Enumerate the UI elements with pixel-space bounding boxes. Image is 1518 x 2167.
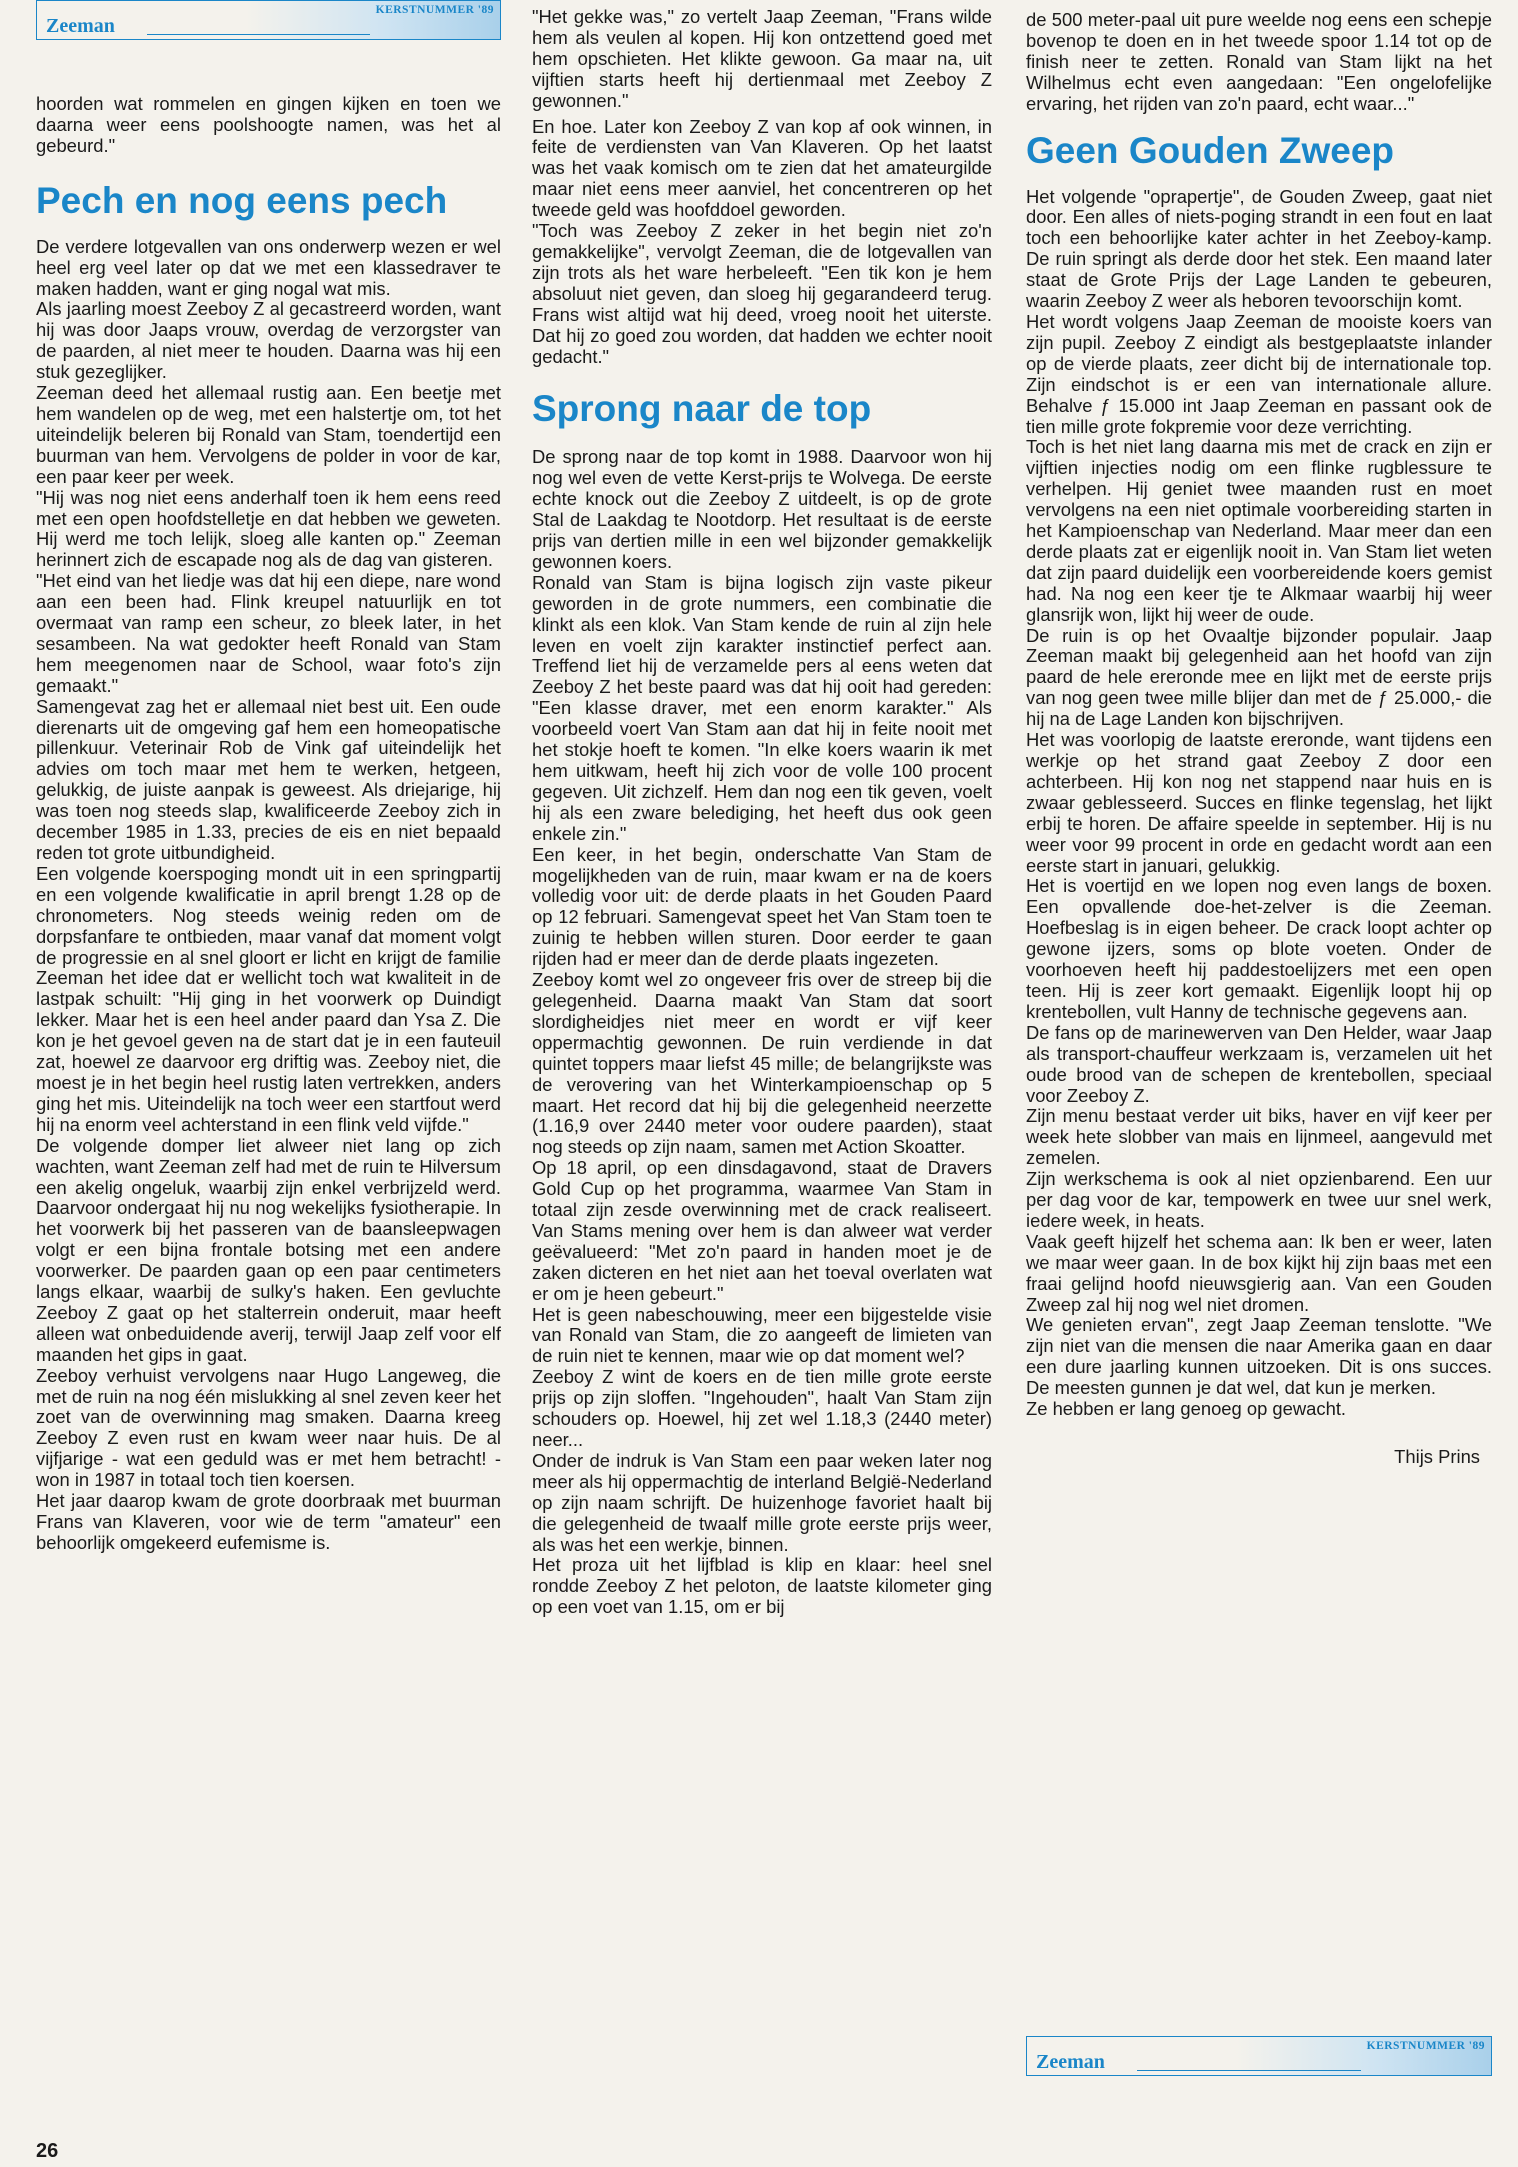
- paragraph: Samengevat zag het er allemaal niet best uit. Een oude dierenarts uit de omgeving gaf hem een homeopatische pillenkuur. Veterinair Rob de Vink gaf uiteindelijk het advies om toch maar met hem te werken, hetgeen, gelukkig, de juiste aanpak is geweest. Als driejarige, hij was toen nog steeds slap, kwalificeerde Zeeboy zich in december 1985 in 1.33, precies de eis en niet bepaald reden tot grote uitbundigheid.: [36, 695, 501, 863]
- paragraph: de 500 meter-paal uit pure weelde nog eens een schepje bovenop te doen en in het tweede spoor 1.14 tot op de finish neer te zetten. Ronald van Stam lijkt na het Wilhelmus echt even aangedaan: "Een ongelofelijke ervaring, het rijden van zo'n paard, echt waar...": [1026, 9, 1492, 114]
- issue-header-tag: [36, 0, 501, 40]
- paragraph: "Het gekke was," zo vertelt Jaap Zeeman, "Frans wilde hem als veulen al kopen. Hij kon ontzettend goed met hem opschieten. Het klikte gewoon. Ga maar na, uit vijftien starts heeft hij dertienmaal met Zeeboy Z gewonnen.": [532, 6, 992, 111]
- paragraph: Zeeboy komt wel zo ongeveer fris over de streep bij die gelegenheid. Daarna maakt Van Stam dat soort slordigheidjes niet meer en wordt er vijf keer oppermachtig gewonnen. De ruin verdiende in dat quintet toppers maar liefst 45 mille; de belangrijkste was de verovering van het Winterkampioenschap op 5 maart. Het record dat hij bij die gelegenheid neerzette (1.16,9 over 2440 meter voor oudere paarden), staat nog steeds op zijn naam, samen met Action Skoatter.: [532, 969, 992, 1158]
- paragraph: "Hij was nog niet eens anderhalf toen ik hem eens reed met een open hoofdstelletje en dat hebben we geweten. Hij werd me toch lelijk, sloeg alle kanten op." Zeeman herinnert zich de escapade nog als de dag van gisteren.: [36, 486, 501, 571]
- paragraph: Zijn menu bestaat verder uit biks, haver en vijf keer per week hete slobber van mais en lijnmeel, aangevuld met zemelen.: [1026, 1105, 1492, 1169]
- paragraph: Zeeman deed het allemaal rustig aan. Een beetje met hem wandelen op de weg, met een halstertje om, tot het uiteindelijk beleren bij Ronald van Stam, toendertijd een buurman van hem. Vervolgens de polder in voor de kar, een paar keer per week.: [36, 382, 501, 487]
- footer-tag-wrapper: [1026, 2036, 1492, 2076]
- paragraph: Zeeboy Z wint de koers en de tien mille grote eerste prijs op zijn sloffen. "Ingehouden", haalt Van Stam zijn schouders op. Hoewel, hij zet wel 1.18,3 (2440 meter) neer...: [532, 1366, 992, 1450]
- paragraph: Als jaarling moest Zeeboy Z al gecastreerd worden, want hij was door Jaaps vrouw, overdag de verzorgster van de paarden, al niet meer te houden. Daarna was hij een stuk gezeglijker.: [36, 298, 501, 383]
- column-1: [36, 0, 501, 2120]
- section-name: Zeeman: [46, 15, 115, 37]
- section-name: Zeeman: [1036, 2051, 1105, 2073]
- issue-label: KERSTNUMMER '89: [375, 4, 494, 16]
- byline: Thijs Prins: [1394, 1446, 1480, 1467]
- footer-rule: [1137, 2070, 1361, 2071]
- paragraph: We genieten ervan", zegt Jaap Zeeman tenslotte. "We zijn niet van die mensen die naar Amerika gaan en daar een dure jaarling kunnen uitzoeken. Dit is ons succes. De meesten gunnen je dat wel, dat kun je merken.: [1026, 1314, 1492, 1399]
- paragraph: Op 18 april, op een dinsdagavond, staat de Dravers Gold Cup op het programma, waarmee Van Stam in totaal zijn zesde overwinning met de crack realiseert. Van Stams mening over hem is dan alweer wat verder geëvalueerd: "Met zo'n paard in handen moet je de zaken dicteren en het niet aan het toeval overlaten wat er om je heen gebeurt.": [532, 1157, 992, 1304]
- paragraph: De volgende domper liet alweer niet lang op zich wachten, want Zeeman zelf had met de ruin te Hilversum een akelig ongeluk, waarbij zijn enkel verbrijzeld werd. Daarvoor ondergaat hij nu nog wekelijks fysiotherapie. In het voorwerk bij het passeren van de baansleepwagen volgt er een bijna frontale botsing met een andere voorwerker. De paarden gaan op een paar centimeters langs elkaar, waarbij de sulky's haken. Een gevluchte Zeeboy Z gaat op het stalterrein onderuit, maar heeft alleen wat onbeduidende averij, terwijl Jaap zelf voor elf maanden het gips in gaat.: [36, 1134, 501, 1365]
- paragraph: "Het eind van het liedje was dat hij een diepe, nare wond aan een been had. Flink kreupel natuurlijk en tot overmaat van ramp een scheur, zo bleek later, in het sesambeen. Na wat gedokter heeft Ronald van Stam hem meegenomen naar de School, waar foto's zijn gemaakt.": [36, 570, 501, 696]
- section-heading: Geen Gouden Zweep: [1026, 129, 1394, 171]
- paragraph: Vaak geeft hijzelf het schema aan: Ik ben er weer, laten we maar weer gaan. In de box kijkt hij zijn baas met een fraai gelijnd hoofd nieuwsgierig aan. Van een Gouden Zweep zal hij nog wel niet dromen.: [1026, 1230, 1492, 1315]
- paragraph: De fans op de marinewerven van Den Helder, waar Jaap als transport-chauffeur werkzaam is, verzamelen uit het oude brood van de schepen de krentebollen, speciaal voor Zeeboy Z.: [1026, 1021, 1492, 1106]
- paragraph: Ze hebben er lang genoeg op gewacht.: [1026, 1398, 1347, 1420]
- paragraph: De verdere lotgevallen van ons onderwerp wezen er wel heel erg veel later op dat we met een klassedraver te maken hadden, want er ging nogal wat mis.: [36, 235, 501, 299]
- paragraph: De ruin is op het Ovaaltje bijzonder populair. Jaap Zeeman maakt bij gelegenheid aan het hoofd van zijn paard de hele ereronde mee en lijkt met de eerste prijs van nog geen twee mille blijer dan met de ƒ 25.000,- die hij na de Lage Landen kon bijschrijven.: [1026, 624, 1492, 730]
- paragraph: Zeeboy verhuist vervolgens naar Hugo Langeweg, die met de ruin na nog één mislukking al snel zeven keer het zoet van de overwinning mag smaken. Daarna kreeg Zeeboy Z even rust en kwam weer naar huis. De al vijfjarige - wat een geduld was er met hem betracht! - won in 1987 in totaal toch tien koersen.: [36, 1364, 501, 1491]
- paragraph: Het proza uit het lijfblad is klip en klaar: heel snel rondde Zeeboy Z het peloton, de laatste kilometer ging op een voet van 1.15, om er bij: [532, 1554, 992, 1618]
- column-2: [532, 0, 992, 2120]
- page-number: 26: [36, 2140, 59, 2162]
- column-2-text: [532, 7, 992, 1618]
- issue-footer-tag: [1026, 2036, 1492, 2076]
- paragraph: Het was voorlopig de laatste ereronde, want tijdens een werkje op het strand gaat Zeeboy Z door een achterbeen. Hij kon nog net stappend naar huis en is zwaar geblesseerd. Succes en flinke tegenslag, het lijkt erbij te horen. De affaire speelde in september. Hij is nu weer voor 99 procent in orde en gedacht wordt aan een eerste start in januari, gelukkig.: [1026, 729, 1492, 876]
- paragraph: Het is voertijd en we lopen nog even langs de boxen. Een opvallende doe-het-zelver is die Zeeman. Hoefbeslag is in eigen beheer. De crack loopt achter op gewone ijzers, soms op blote voeten. Onder de voorhoeven heeft hij paddestoelijzers met een open teen. Hij is zeer kort gemaakt. Eigenlijk loopt hij op krentebollen, vult Hanny de technische gegevens aan.: [1026, 875, 1492, 1022]
- paragraph: Een volgende koerspoging mondt uit in een springpartij en een volgende kwalificatie in april brengt 1.28 op de chronometers. Nog steeds weinig reden om de dorpsfanfare te ontbieden, maar vanaf dat moment volgt de progressie en al snel gloort er licht en krijgt de familie Zeeman het idee dat er wellicht toch wat kwaliteit in de lastpak schuilt: "Hij ging in het voorwerk op Duindigt lekker. Maar het is een heel ander paard dan Ysa Z. Die kon je het gevoel geven na de start dat je in een fauteuil zat, hoewel ze daarvoor erg driftig was. Zeeboy niet, die moest je in het begin heel rustig laten vertrekken, anders ging het mis. Uiteindelijk na toch weer een startfout werd hij na enorm veel achterstand in een flink veld vijfde.": [36, 862, 501, 1135]
- section-heading: Pech en nog eens pech: [36, 179, 448, 221]
- paragraph: De sprong naar de top komt in 1988. Daarvoor won hij nog wel even de vette Kerst-prijs te Wolvega. De eerste echte knock out die Zeeboy Z uitdeelt, is op de grote Stal de Laakdag te Nootdorp. Het resultaat is de eerste prijs van dertien mille in een wel bijzonder gemakkelijk gewonnen koers.: [532, 446, 992, 572]
- paragraph: Onder de indruk is Van Stam een paar weken later nog meer als hij oppermachtig de interland België-Nederland op zijn naam schrijft. De huizenhoge favoriet haalt bij die gelegenheid de twaalf mille grote eerste prijs weer, als was het een werkje, binnen.: [532, 1449, 992, 1555]
- paragraph: hoorden wat rommelen en gingen kijken en toen we daarna weer eens poolshoogte namen, was het al gebeurd.": [36, 93, 501, 156]
- paragraph: Het is geen nabeschouwing, meer een bijgestelde visie van Ronald van Stam, die zo aangeeft de limieten van de ruin niet te kennen, maar wie op dat moment wel?: [532, 1303, 992, 1367]
- paragraph: En hoe. Later kon Zeeboy Z van kop af ook winnen, in feite de verdiensten van Van Klaveren. Op het laatst was het vaak komisch om te zien dat het amateurgilde maar niet eens meer aanviel, het concentreren op het tweede geld was hoofddoel geworden.: [532, 115, 992, 221]
- column-3-text: [1026, 10, 1492, 1420]
- column-3: [1026, 0, 1492, 2120]
- paragraph: "Toch was Zeeboy Z zeker in het begin niet zo'n gemakkelijke", vervolgt Zeeman, die de lotgevallen van zijn trots als het ware herbeleeft. "Een tik kon je hem absoluut niet geven, dan sloeg hij gegarandeerd terug. Frans wist altijd wat hij deed, vroeg nooit het uiterste. Dat hij zo goed zou worden, dat hadden we echter nooit gedacht.": [532, 220, 992, 367]
- issue-label: KERSTNUMMER '89: [1366, 2040, 1485, 2052]
- paragraph: Zijn werkschema is ook al niet opzienbarend. Een uur per dag voor de kar, tempowerk en twee uur snel werk, iedere week, in heats.: [1026, 1168, 1492, 1231]
- section-heading: Sprong naar de top: [532, 388, 872, 430]
- paragraph: Het volgende "oprapertje", de Gouden Zweep, gaat niet door. Een alles of niets-poging strandt in een fout en laat toch een behoorlijke kater achter in het Zeeboy-kamp. De ruin springt als derde door het stek. Een maand later staat de Grote Prijs der Lage Landen te gebeuren, waarin Zeeboy Z weer als heboren tevoorschijn komt.: [1026, 185, 1492, 312]
- paragraph: Het wordt volgens Jaap Zeeman de mooiste koers van zijn pupil. Zeeboy Z eindigt als bestgeplaatste inlander op de vierde plaats, zeer dicht bij de internationale top. Zijn eindschot is er een van internationale allure. Behalve ƒ 15.000 int Jaap Zeeman en passant ook de tien mille grote fokpremie voor deze verrichting.: [1026, 310, 1492, 437]
- paragraph: Ronald van Stam is bijna logisch zijn vaste pikeur geworden in de grote nummers, een combinatie die klinkt als een klok. Van Stam kende de ruin al zijn hele leven en voelt zijn karakter instinctief perfect aan. Treffend liet hij de verzamelde pers al eens weten dat Zeeboy Z het beste paard was dat hij ooit had gereden: "Een klasse draver, met een enorm karakter." Als voorbeeld voert Van Stam aan dat hij in feite nooit met het stokje hoeft te komen. "In elke koers waarin ik met hem uitkwam, heeft hij zich voor de volle 100 procent gegeven. Uit zichzelf. Hem dan nog een tik geven, voelt hij als een zware belediging, het heeft dus ook geen enkele zin.": [532, 571, 992, 844]
- paragraph: Een keer, in het begin, onderschatte Van Stam de mogelijkheden van de ruin, maar kwam er na de koers volledig voor uit: de derde plaats in het Gouden Paard op 12 februari. Samengevat speet het Van Stam toen te zuinig te hebben willen sturen. Door eerder te gaan rijden had er meer dan de derde plaats ingezeten.: [532, 843, 992, 970]
- paragraph: Het jaar daarop kwam de grote doorbraak met buurman Frans van Klaveren, voor wie de term "amateur" een behoorlijk omgekeerd eufemisme is.: [36, 1490, 501, 1553]
- paragraph: Toch is het niet lang daarna mis met de crack en zijn er vijftien injecties nodig om een flinke rugblessure te verhelpen. Hij geniet twee maanden rust en moet vervolgens na een niet optimale voorbereiding starten in het Kampioenschap van Nederland. Maar meer dan een derde plaats zat er eigenlijk nooit in. Van Stam liet weten dat zijn paard duidelijk een voorbereidende koers gemist had. Na nog een keer tje te Alkmaar waarbij hij weer glansrijk won, lijkt hij weer de oude.: [1026, 436, 1492, 625]
- column-1-text: [36, 94, 501, 1554]
- header-rule: [147, 34, 370, 35]
